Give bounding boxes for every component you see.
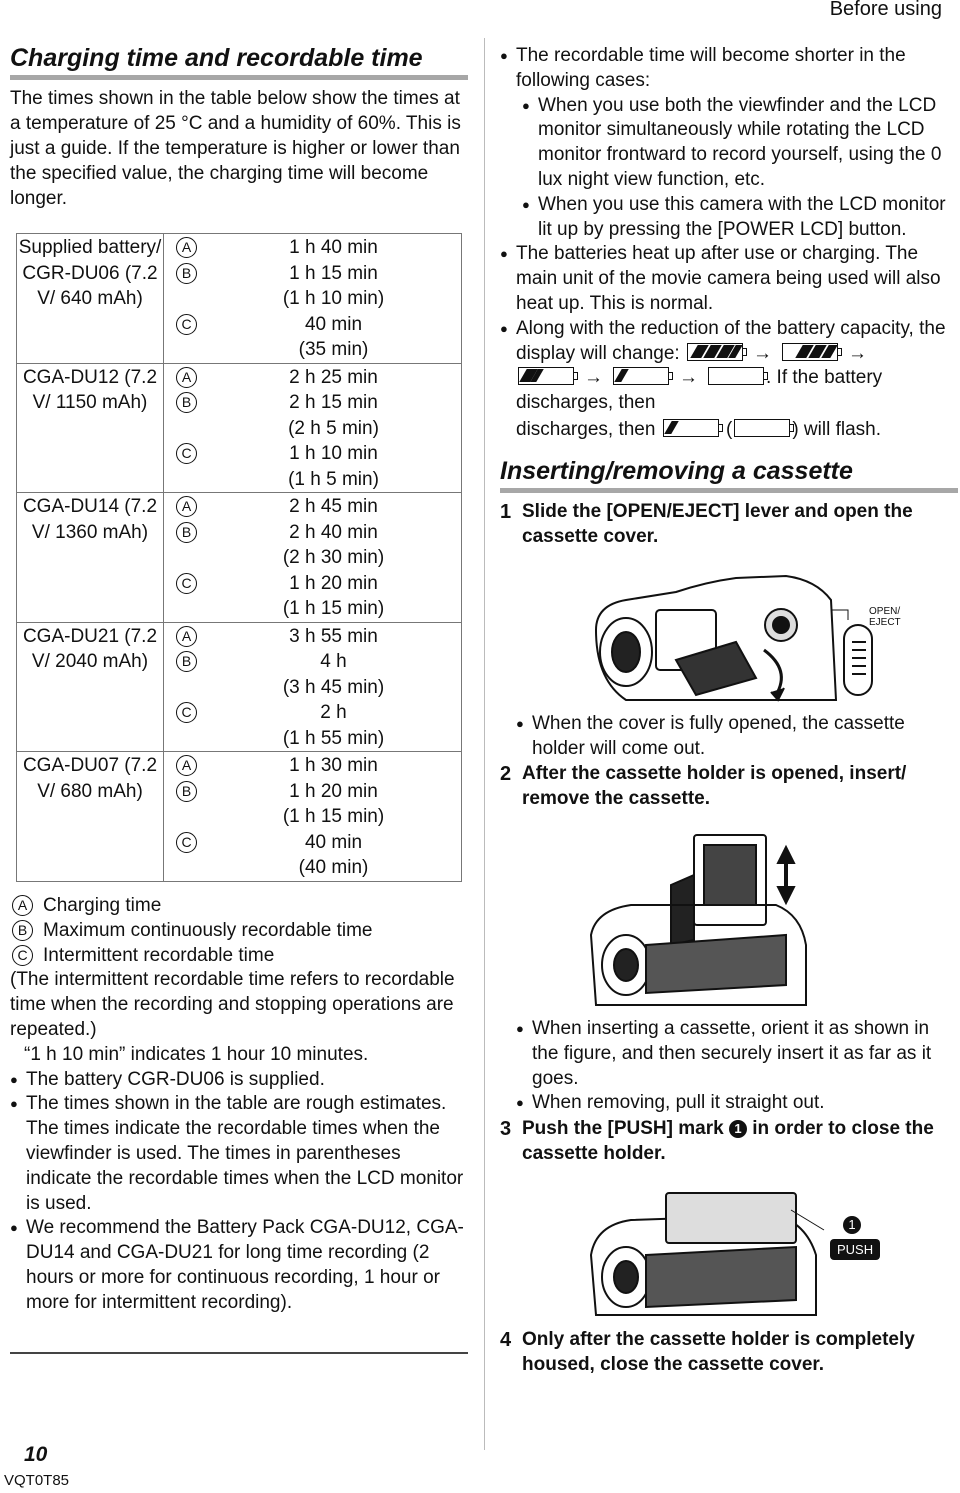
circled-letter: A xyxy=(176,755,197,776)
time-value: 4 h xyxy=(320,651,347,672)
table-row xyxy=(17,752,462,882)
row-letter xyxy=(164,649,226,675)
time-values-cell xyxy=(164,752,462,882)
step-text xyxy=(522,1117,952,1167)
circled-letter: A xyxy=(176,367,197,388)
intro-paragraph: The times shown in the table below show the times at a temperature of 25 °C and a humidity of 60%. This is just a guide. If the temperature is higher or lower than the specified value, the charging time will become longer. xyxy=(10,88,461,209)
time-values-cell xyxy=(164,622,462,752)
row-letter xyxy=(164,235,226,261)
time-line xyxy=(164,520,461,546)
step-number: 2 xyxy=(500,763,512,785)
label-line: OPEN/ xyxy=(869,606,901,617)
push-button-label: PUSH xyxy=(830,1239,880,1260)
circled-letter: C xyxy=(176,314,197,335)
step-text-part: Push the [PUSH] mark xyxy=(522,1118,724,1139)
circled-letter: B xyxy=(176,522,197,543)
time-value: 2 h xyxy=(320,702,347,723)
note-text: will flash. xyxy=(803,419,881,440)
time-line xyxy=(164,855,461,881)
circled-letter: A xyxy=(176,496,197,517)
battery-low-icon xyxy=(663,419,719,437)
time-value: (2 h 5 min) xyxy=(288,417,379,439)
step-2-notes xyxy=(516,1017,956,1116)
row-letter xyxy=(164,779,226,805)
legend-row-b xyxy=(10,919,470,944)
arrow-icon: → xyxy=(752,342,772,364)
circled-letter: B xyxy=(176,392,197,413)
row-letter xyxy=(164,753,226,779)
time-line xyxy=(164,235,461,261)
time-value: 2 h 40 min xyxy=(289,521,378,543)
paren: ) xyxy=(792,419,799,440)
legend-text: Intermittent recordable time xyxy=(43,944,275,966)
time-value: 1 h 10 min xyxy=(289,443,378,464)
note-text: discharges, then xyxy=(516,419,656,440)
step-1-note xyxy=(516,712,956,762)
time-value: 1 h 20 min xyxy=(289,780,378,802)
bullet-item: ● We recommend the Battery Pack CGA-DU12, CGA-DU14 and CGA-DU21 for long time recording (2 hours or more for continuous recording, 1 hour or more for intermittent recording). xyxy=(10,1216,470,1315)
row-letter xyxy=(164,700,226,726)
legend-row-c xyxy=(10,944,470,969)
bullet-item: ● The recordable time will become shorter in the following cases: xyxy=(500,44,955,94)
circled-letter: A xyxy=(176,626,197,647)
row-letter xyxy=(164,596,226,622)
time-line xyxy=(164,494,461,520)
time-line xyxy=(164,830,461,856)
table-row xyxy=(17,622,462,752)
time-value: (1 h 5 min) xyxy=(288,468,379,490)
paren: ( xyxy=(725,419,733,440)
time-line xyxy=(164,596,461,622)
sub-bullet-item: ● When you use both the viewfinder and the LCD monitor simultaneously while rotating the LCD monitor frontward to record yourself, using the 0 lux night view function, etc. xyxy=(522,94,955,193)
time-value: (1 h 15 min) xyxy=(282,806,385,827)
legend-row-a xyxy=(10,894,470,919)
time-line xyxy=(164,467,461,493)
circled-letter: C xyxy=(12,945,33,966)
recordable-time-notes xyxy=(500,44,955,416)
note-item: ● When removing, pull it straight out. xyxy=(516,1091,956,1116)
circled-letter: B xyxy=(176,263,197,284)
camera-open-eject-illustration xyxy=(586,570,906,710)
time-line xyxy=(164,726,461,752)
arrow-icon: → xyxy=(584,367,603,389)
legend-text: Maximum continuously recordable time xyxy=(43,919,373,941)
document-code: VQT0T85 xyxy=(4,1472,70,1489)
time-line xyxy=(164,545,461,571)
battery-empty-icon xyxy=(734,419,790,437)
battery-full-icon xyxy=(687,343,743,361)
step-number: 4 xyxy=(500,1329,512,1351)
time-line xyxy=(164,312,461,338)
row-letter xyxy=(164,855,226,881)
legend-block xyxy=(10,894,470,1316)
bullet-item: ● The battery CGR-DU06 is supplied. xyxy=(10,1068,470,1093)
row-letter xyxy=(164,390,226,416)
circled-letter: A xyxy=(176,237,197,258)
step-text: After the cassette holder is opened, insert/ remove the cassette. xyxy=(522,763,907,809)
time-line xyxy=(164,675,461,701)
note-item: ● When the cover is fully opened, the cassette holder will come out. xyxy=(516,712,956,762)
table-row xyxy=(17,234,462,364)
time-line xyxy=(164,261,461,287)
circled-letter: C xyxy=(176,702,197,723)
row-letter xyxy=(164,467,226,493)
time-line xyxy=(164,753,461,779)
circled-letter: B xyxy=(12,920,33,941)
time-value: 40 min xyxy=(304,831,363,853)
bullet-item: ● The times shown in the table are rough estimates. The times indicate the recordable times when the viewfinder is used. The times in parentheses indicate the recordable times when the LCD monitor is used. xyxy=(10,1092,470,1216)
row-letter xyxy=(164,545,226,571)
battery-model-cell: Supplied battery/ CGR-DU06 (7.2 V/ 640 mAh) xyxy=(17,234,164,364)
marker-1-icon: 1 xyxy=(729,1120,747,1138)
row-letter xyxy=(164,571,226,597)
step-text: Only after the cassette holder is completely housed, close the cassette cover. xyxy=(522,1329,915,1375)
time-value: 2 h 15 min xyxy=(289,392,378,413)
step-number: 3 xyxy=(500,1118,512,1140)
battery-empty-icon xyxy=(708,367,764,385)
time-value: 1 h 40 min xyxy=(289,237,378,258)
time-value: 40 min xyxy=(304,313,363,335)
charging-time-table xyxy=(16,233,462,882)
step-number: 1 xyxy=(500,501,512,523)
row-letter xyxy=(164,726,226,752)
note-item: ● When inserting a cassette, orient it as shown in the figure, and then securely insert it as far as it goes. xyxy=(516,1017,956,1091)
battery-low-icon xyxy=(613,367,669,385)
legend-note: (The intermittent recordable time refers to recordable time when the recording and stopping operations are repeated.) xyxy=(10,969,455,1040)
section-title-cassette: Inserting/removing a cassette xyxy=(500,457,853,485)
step-3 xyxy=(500,1117,952,1167)
step-2 xyxy=(500,762,952,812)
section-header: Before using xyxy=(829,0,942,20)
label-line: EJECT xyxy=(869,617,901,628)
time-line xyxy=(164,390,461,416)
marker-1-icon: 1 xyxy=(843,1216,861,1234)
time-value: 1 h 15 min xyxy=(289,262,378,284)
time-line xyxy=(164,286,461,312)
row-letter xyxy=(164,520,226,546)
row-letter xyxy=(164,675,226,701)
bottom-rule xyxy=(10,1352,468,1354)
time-value: (2 h 30 min) xyxy=(282,547,385,568)
row-letter xyxy=(164,804,226,830)
time-line xyxy=(164,804,461,830)
row-letter xyxy=(164,416,226,442)
battery-model-cell: CGA-DU07 (7.2 V/ 680 mAh) xyxy=(17,752,164,882)
time-values-cell xyxy=(164,363,462,493)
time-value: (40 min) xyxy=(298,857,369,878)
example-note: “1 h 10 min” indicates 1 hour 10 minutes. xyxy=(24,1043,369,1065)
time-value: 2 h 45 min xyxy=(289,496,378,517)
battery-model-cell: CGA-DU12 (7.2 V/ 1150 mAh) xyxy=(17,363,164,493)
battery-half-icon xyxy=(518,367,574,385)
time-value: (1 h 15 min) xyxy=(282,598,385,619)
arrow-icon: → xyxy=(679,367,698,389)
circled-letter: C xyxy=(176,443,197,464)
table-row xyxy=(17,493,462,623)
column-divider xyxy=(484,38,485,1450)
time-line xyxy=(164,779,461,805)
row-letter xyxy=(164,830,226,856)
time-value: 2 h 25 min xyxy=(289,366,378,388)
time-line xyxy=(164,700,461,726)
time-values-cell xyxy=(164,493,462,623)
arrow-icon: → xyxy=(847,342,867,364)
time-values-cell xyxy=(164,234,462,364)
time-line xyxy=(164,416,461,442)
battery-model-cell: CGA-DU21 (7.2 V/ 2040 mAh) xyxy=(17,622,164,752)
title-rule xyxy=(10,75,468,80)
step-text-part: in order to close the cassette holder. xyxy=(522,1118,934,1164)
time-line xyxy=(164,365,461,391)
time-line xyxy=(164,337,461,363)
row-letter xyxy=(164,337,226,363)
battery-indicator-note xyxy=(500,317,955,416)
battery-model-cell: CGA-DU14 (7.2 V/ 1360 mAh) xyxy=(17,493,164,623)
circled-letter: B xyxy=(176,651,197,672)
row-letter xyxy=(164,441,226,467)
cassette-holder-illustration xyxy=(586,825,836,1010)
time-line xyxy=(164,624,461,650)
title-rule xyxy=(500,488,958,493)
circled-letter: C xyxy=(176,832,197,853)
bullet-item: ● The batteries heat up after use or charging. The main unit of the movie camera being used will also heat up. This is normal. xyxy=(500,242,955,316)
row-letter xyxy=(164,624,226,650)
step-4 xyxy=(500,1328,952,1378)
row-letter xyxy=(164,286,226,312)
time-value: (1 h 10 min) xyxy=(282,288,385,309)
note-text: Along with the reduction of the battery capacity, the display will change: xyxy=(516,317,946,364)
time-value: (1 h 55 min) xyxy=(282,727,385,749)
row-letter xyxy=(164,312,226,338)
circled-letter: A xyxy=(12,895,33,916)
row-letter xyxy=(164,261,226,287)
section-title-charging: Charging time and recordable time xyxy=(10,44,423,72)
time-line xyxy=(164,441,461,467)
row-letter xyxy=(164,494,226,520)
time-value: (35 min) xyxy=(298,339,369,360)
circled-letter: C xyxy=(176,573,197,594)
time-line xyxy=(164,649,461,675)
step-1 xyxy=(500,500,952,550)
time-value: 3 h 55 min xyxy=(289,625,378,647)
circled-letter: B xyxy=(176,781,197,802)
table-row xyxy=(17,363,462,493)
battery-flash-note xyxy=(516,418,956,443)
time-value: 1 h 30 min xyxy=(289,755,378,776)
note-text: . If the battery discharges, then xyxy=(516,367,883,414)
sub-bullet-item: ● When you use this camera with the LCD monitor lit up by pressing the [POWER LCD] button. xyxy=(522,193,955,243)
open-eject-label xyxy=(869,606,901,628)
time-line xyxy=(164,571,461,597)
time-value: 1 h 20 min xyxy=(289,572,378,594)
page-number: 10 xyxy=(24,1443,48,1466)
push-mark-illustration xyxy=(586,1185,836,1320)
row-letter xyxy=(164,365,226,391)
legend-text: Charging time xyxy=(43,895,162,916)
battery-three-quarter-icon xyxy=(782,343,838,361)
step-text: Slide the [OPEN/EJECT] lever and open the cassette cover. xyxy=(522,501,913,547)
time-value: (3 h 45 min) xyxy=(282,676,385,698)
